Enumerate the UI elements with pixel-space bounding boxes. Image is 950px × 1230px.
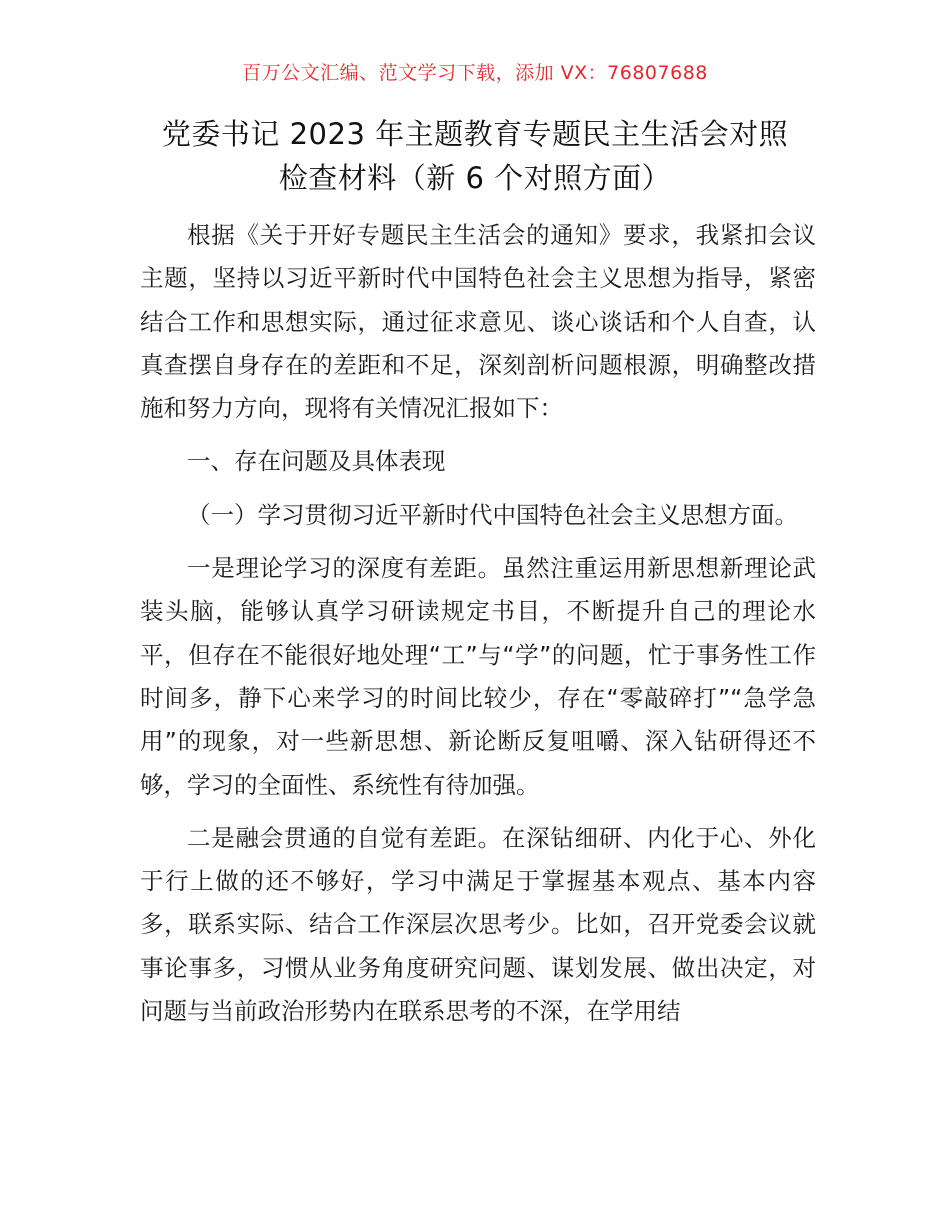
document-title (120, 112, 830, 200)
title-line-2: 检查材料（新 6 个对照方面） (278, 161, 672, 195)
title-line-1: 党委书记 2023 年主题教育专题民主生活会对照 (161, 117, 789, 151)
section-heading: 一、存在问题及具体表现 (187, 447, 446, 476)
document-body (140, 214, 816, 1043)
subsection-heading: （一）学习贯彻习近平新时代中国特色社会主义思想方面。 (187, 500, 798, 529)
point-paragraph-2: 二是融会贯通的自觉有差距。在深钻细研、内化于心、外化于行上做的还不够好，学习中满足于掌握基本观点、基本内容多，联系实际、结合工作深层次思考少。比如，召开党委会议就事论事多，习惯从业务角度研究问题、谋划发展、做出决定，对问题与当前政治形势内在联系思考的不深，在学用结 (140, 823, 816, 1026)
watermark-banner: 百万公文汇编、范文学习下载，添加 VX：76807688 (242, 62, 708, 84)
intro-paragraph: 根据《关于开好专题民主生活会的通知》要求，我紧扣会议主题，坚持以习近平新时代中国特色社会主义思想为指导，紧密结合工作和思想实际，通过征求意见、谈心谈话和个人自查，认真查摆自身存在的差距和不足，深刻剖析问题根源，明确整改措施和努力方向，现将有关情况汇报如下： (140, 221, 816, 423)
point-paragraph-1: 一是理论学习的深度有差距。虽然注重运用新思想新理论武装头脑，能够认真学习研读规定书目，不断提升自己的理论水平，但存在不能很好地处理“工”与“学”的问题，忙于事务性工作时间多，静下心来学习的时间比较少，存在“零敲碎打”“急学急用”的现象，对一些新思想、新论断反复咀嚼、深入钻研得还不够，学习的全面性、系统性有待加强。 (140, 554, 816, 799)
